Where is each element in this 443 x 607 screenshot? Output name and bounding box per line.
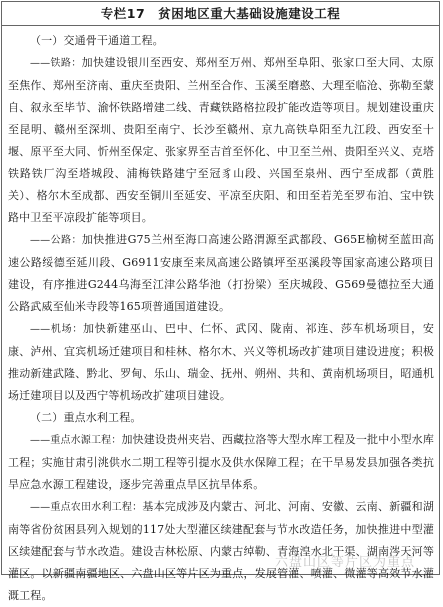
airport-tag: ——机场： [30, 324, 83, 335]
column-title: 专栏17 贫困地区重大基础设施建设工程 [2, 2, 439, 26]
railway-text: 加快建设银川至西安、郑州至万州、郑州至阜阳、张家口至大同、太原至焦作、郑州至济南、重庆至贵阳、兰州至合作、玉溪至磨憨、大理至临沧、弥勒至蒙自、叙永至毕节、渝怀铁路增建二线、青藏铁路格拉段扩能改造等项目。规划建设重庆至昆明、赣州至深圳、贵阳至南宁、长沙至赣州、京九高铁阜阳至九江段、西安至十堰、原平至大同、忻州至保定、张家界至吉首至怀化、中卫至兰州、贵阳至兴义、克塔铁路铁厂沟至塔城段、浦梅铁路建宁至冠豸山段、兴国至泉州、西宁至成都（黄胜关）、格尔木至成都、西安至铜川至延安、平凉至庆阳、和田至若羌至罗布泊、宝中铁路中卫至平凉段扩能等项目。 [8, 56, 434, 224]
paragraph-airport [8, 318, 434, 407]
airport-text: 加快新建巫山、巴中、仁怀、武冈、陇南、祁连、莎车机场项目，安康、泸州、宜宾机场迁建项目和桂林、格尔木、兴义等机场改扩建项目建设进度；积极推动新建武隆、黔北、罗甸、乐山、瑞金、抚州、朔州、共和、黄南机场项目，昭通机场迁建项目以及西宁等机场改扩建项目建设。 [8, 322, 434, 402]
section-heading-water: （二）重点水利工程。 [8, 407, 434, 429]
irrigation-tag: ——重点农田水利工程： [30, 502, 142, 513]
column-content [2, 26, 439, 607]
water-source-tag: ——重点水源工程： [30, 435, 121, 446]
paragraph-water-source [8, 429, 434, 496]
watermark: 六盘山区等片区为重点 [275, 551, 415, 570]
paragraph-highway [8, 229, 434, 318]
highway-text: 加快推进G75兰州至海口高速公路渭源至武都段、G65E榆树至蓝田高速公路绥德至延川段、G6911安康至来凤高速公路镇坪至巫溪段等国家高速公路项目建设，有序推进G244乌海至江津公路华池（打扮梁）至庆城段、G569曼德拉至大通公路武威至仙米寺段等165项普通国道建设。 [8, 233, 434, 313]
paragraph-railway [8, 52, 434, 229]
water-source-text: 加快建设贵州夹岩、西藏拉洛等大型水库工程及一批中小型水库工程；实施甘肃引洮供水二期工程等引提水及供水保障工程；在干旱易发县加强各类抗旱应急水源工程建设，逐步完善重点旱区抗旱体系。 [8, 433, 434, 491]
paragraph-irrigation [8, 496, 434, 607]
highway-tag: ——公路： [30, 235, 82, 246]
special-column-box [1, 1, 440, 575]
railway-tag: ——铁路： [30, 58, 82, 69]
irrigation-text: 基本完成涉及内蒙古、河北、河南、安徽、云南、新疆和湖南等省份贫困县列入规划的117处大型灌区续建配套与节水改造任务，加快推进中型灌区续建配套与节水改造。建设吉林松原、内蒙古绰勒、青海湟水北干渠、湖南涔天河等灌区。以新疆南疆地区、六盘山区等片区为重点，发展管灌、喷灌、微灌等高效节水灌溉工程。 [8, 500, 434, 602]
section-heading-transport: （一）交通骨干通道工程。 [8, 30, 434, 52]
